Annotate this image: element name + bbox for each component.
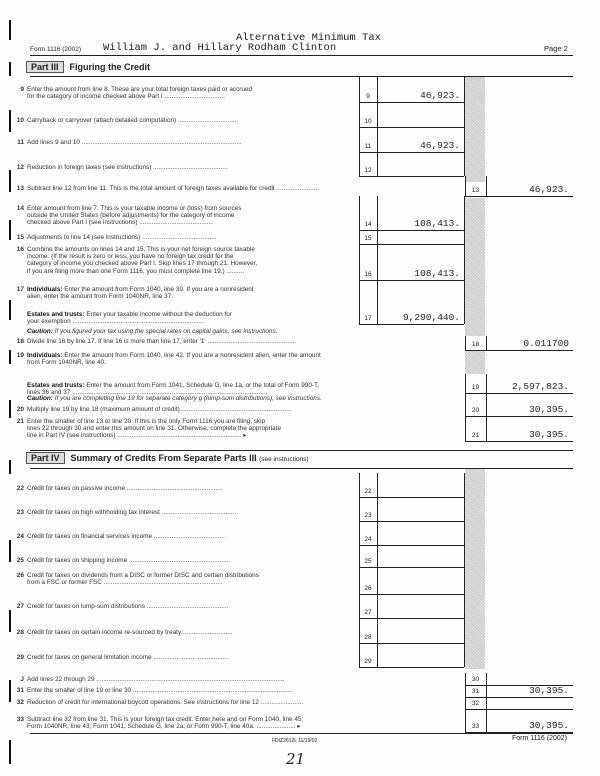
box-border <box>465 393 573 394</box>
line-number: 16 <box>16 246 24 253</box>
box-border <box>465 350 573 351</box>
handwritten-page-number: 21 <box>286 750 306 768</box>
part-iv-header <box>26 452 309 464</box>
scan-mark <box>9 460 11 474</box>
line-box-label: 28 <box>364 634 372 641</box>
box-border <box>464 473 465 497</box>
line-description: Reduction of credit for international boycott operations. See instructions for line 12 ........................ <box>27 699 304 706</box>
box-border <box>464 77 465 102</box>
line-box-label: 23 <box>364 512 372 519</box>
form-id: Form 1116 (2002) <box>30 46 82 53</box>
box-border <box>464 280 465 324</box>
line-number: 9 <box>20 86 24 93</box>
line-number: 18 <box>16 338 24 345</box>
box-border <box>359 643 464 644</box>
box-border <box>464 152 465 176</box>
line-description: Credit for taxes on certain income re-sourced by treaty ............................ <box>27 629 233 636</box>
box-border <box>464 230 465 244</box>
line-box-label: 18 <box>471 341 480 348</box>
box-border <box>359 230 464 231</box>
taxpayer-name: William J. and Hillary Rodham Clinton <box>103 42 337 54</box>
form-subtitle: Alternative Minimum Tax <box>236 32 381 44</box>
line-lead: Individuals: <box>27 352 63 359</box>
line-number: 13 <box>16 185 24 192</box>
line-number: J <box>20 676 24 683</box>
box-border <box>464 102 465 127</box>
scan-mark <box>9 62 11 76</box>
box-border <box>359 152 464 153</box>
line-lead: Individuals: <box>27 286 63 293</box>
divider <box>30 450 573 451</box>
line-number: 24 <box>16 533 24 540</box>
part-iii-header <box>26 61 150 73</box>
line-number: 21 <box>16 418 24 425</box>
line-amount: 46,923. <box>420 90 460 101</box>
divider <box>30 733 573 734</box>
box-border <box>486 697 487 709</box>
line-description: Estates and trusts: Enter your taxable income without the deduction for your exemption .......................................................................... <box>27 311 232 326</box>
line-number: 20 <box>16 406 24 413</box>
divider <box>30 76 573 77</box>
line-number: 23 <box>16 509 24 516</box>
box-border <box>377 545 378 567</box>
line-number: 31 <box>16 687 24 694</box>
box-border <box>465 732 573 733</box>
box-border <box>464 594 465 618</box>
footer-code: FDIZ2612L 11/19/02 <box>272 738 318 744</box>
scan-mark <box>9 300 11 320</box>
box-border <box>359 244 464 245</box>
line-lead: Caution: <box>27 395 53 402</box>
box-border <box>359 567 464 568</box>
line-description: Enter the smaller of line 19 or line 30 .......................................................................................... <box>27 687 293 694</box>
box-border <box>464 618 465 643</box>
box-border <box>359 594 464 595</box>
line-description: Credit for taxes on passive income ...................................................... <box>27 485 223 492</box>
line-box-label: 21 <box>471 432 480 439</box>
line-box-label: 22 <box>364 488 372 495</box>
box-border <box>464 196 465 230</box>
shaded-column <box>465 77 485 182</box>
line-box-label: 26 <box>364 585 372 592</box>
line-amount: 30,395. <box>529 404 569 415</box>
line-amount: 2,597,823. <box>511 381 569 392</box>
box-border <box>359 618 464 619</box>
line-description: Add lines 9 and 10 .......................................................................................... <box>27 139 242 146</box>
line-description: Add lines 22 through 29 .......................................................................................................... <box>27 676 285 683</box>
divider <box>30 55 573 56</box>
line-description: Caution: If you figured your tax using the special rates on capital gains, see instructions. <box>27 328 278 335</box>
box-border <box>377 102 378 127</box>
line-box-label: 31 <box>471 688 480 695</box>
box-border <box>359 102 464 103</box>
part-iv-note: (see instructions) <box>259 456 309 463</box>
box-border <box>486 673 487 685</box>
part-iv-title: Summary of Credits From Separate Parts III <box>70 453 257 463</box>
line-description: Enter amount from line 7. This is your taxable income or (loss) from sources outside the United States (before adjustments) for the category of income checked above Part I (see instructions) ......................................... <box>27 205 242 227</box>
line-description: Reduction in foreign taxes (see instructions) .......................................... <box>27 164 228 171</box>
box-border <box>359 497 464 498</box>
line-amount: 46,923. <box>420 140 460 151</box>
line-description: Multiply line 19 by line 18 (maximum amount of credit) .............................................................. <box>27 406 292 413</box>
line-description: Credit for taxes on general limitation income .......................................... <box>27 654 229 661</box>
box-border <box>359 324 464 325</box>
line-description: Individuals: Enter the amount from Form 1040, line 39. If you are a nonresident alien, enter the amount from Form 1040NR, line 37. <box>27 286 254 301</box>
line-description: Individuals: Enter the amount from Form 1040, line 42. If you are a nonresident alien, enter the amount from Form 1040NR, line 40. <box>27 352 321 367</box>
box-border <box>464 545 465 567</box>
line-lead: Estates and trusts: <box>27 311 85 318</box>
line-number: 28 <box>16 629 24 636</box>
line-box-label: 14 <box>364 221 372 228</box>
line-description: Combine the amounts on lines 14 and 15. This is your net foreign source taxable income. (If the result is zero or less, you have no foreign tax credit for the category of income you checked above Part I. Skip lines 17 through 21. However, if you are filing more than one Form 1116, you must complete line 19.) .......... <box>27 246 258 275</box>
line-box-label: 27 <box>364 609 372 616</box>
line-number: 27 <box>16 603 24 610</box>
box-border <box>464 567 465 594</box>
line-number: 11 <box>17 139 24 146</box>
box-border <box>359 176 464 177</box>
box-border <box>377 152 378 176</box>
scan-mark <box>9 20 11 40</box>
line-description: Caution: If you are completing line 19 for separate category g (lump-sum distributions), see instructions. <box>27 395 322 402</box>
box-border <box>377 643 378 667</box>
line-number: 25 <box>16 557 24 564</box>
box-border <box>464 244 465 280</box>
line-description: Credit for taxes on lump-sum distributions .............................................. <box>27 603 229 610</box>
line-description: Credit for taxes on high withholding tax interest ........................................... <box>27 509 238 516</box>
line-amount: 46,923. <box>529 184 569 195</box>
box-border <box>377 473 378 497</box>
line-box-label: 19 <box>471 384 480 391</box>
line-lead: Estates and trusts: <box>27 382 85 389</box>
shaded-column <box>465 198 485 336</box>
line-box-label: 10 <box>364 118 372 125</box>
box-border <box>377 497 378 521</box>
line-box-label: 25 <box>364 558 372 565</box>
line-box-label: 12 <box>364 167 372 174</box>
box-border <box>465 441 573 442</box>
line-box-label: 20 <box>471 407 480 414</box>
shaded-column <box>465 469 485 669</box>
line-number: 19 <box>16 352 24 359</box>
line-box-label: 9 <box>366 93 370 100</box>
line-description: Subtract line 32 from line 31. This is your foreign tax credit. Enter here and on Form 1040, line 45; Form 1040NR, line 43; Form 1041, Schedule G, line 2a; or Form 990-T, line 40a. ...................... ▸ <box>27 716 304 731</box>
box-border <box>359 667 464 668</box>
line-description: Subtract line 12 from line 11. This is the total amount of foreign taxes available for credit ........................ <box>27 185 320 192</box>
line-number: 17 <box>16 286 24 293</box>
box-border <box>359 127 464 128</box>
line-description: Enter the amount from line 8. These are your total foreign taxes paid or accrued for the category of income checked above Part I .................................. <box>27 86 253 101</box>
line-number: 22 <box>16 485 24 492</box>
line-amount: 30,395. <box>529 429 569 440</box>
line-number: 29 <box>16 654 24 661</box>
line-number: 26 <box>16 572 24 579</box>
box-border <box>465 697 573 698</box>
line-number: 14 <box>16 205 24 212</box>
box-border <box>464 127 465 152</box>
line-description: Credit for taxes on dividends from a DISC or former DISC and certain distributions from a FSC or former FSC ................................................................... <box>27 572 259 587</box>
line-number: 12 <box>16 164 24 171</box>
line-box-label: 29 <box>364 658 372 665</box>
box-border <box>377 618 378 643</box>
divider <box>30 468 573 469</box>
line-amount: 30,395. <box>529 720 569 731</box>
line-description: Divide line 16 by line 17. If line 16 is more than line 17, enter '1' .................................................. <box>27 338 297 345</box>
line-box-label: 13 <box>471 187 480 194</box>
line-number: 32 <box>16 699 24 706</box>
line-box-label: 24 <box>364 536 372 543</box>
line-box-label: 16 <box>364 271 372 278</box>
box-border <box>465 416 573 417</box>
part-iii-title: Figuring the Credit <box>69 62 151 72</box>
line-amount: 108,413. <box>414 268 460 279</box>
box-border <box>464 497 465 521</box>
line-description: Enter the smaller of line 13 or line 20. If this is the only Form 1116 you are filing, skip lines 22 through 30 and enter this amount on line 31. Otherwise, complete the appropriate line in Part IV (see instructions) ...................................................................... ▸ <box>27 418 282 440</box>
box-border <box>465 196 573 197</box>
line-box-label: 33 <box>471 723 480 730</box>
line-description: Carryback or carryover (attach detailed computation) .................................. <box>27 117 239 124</box>
line-lead: Caution: <box>27 328 53 335</box>
line-description: Estates and trusts: Enter the amount from Form 1041, Schedule G, line 1a, or the total of Form 990-T, lines 36 and 37 .............................................................................................................. <box>27 382 319 397</box>
shaded-column <box>465 350 485 374</box>
box-border <box>464 521 465 545</box>
line-box-label: 32 <box>471 700 480 707</box>
part-iii-label: Part III <box>26 61 64 73</box>
line-description: Credit for taxes on shipping income ......................................................... <box>27 557 231 564</box>
line-amount: 108,413. <box>414 218 460 229</box>
box-border <box>377 567 378 594</box>
line-number: 15 <box>16 234 24 241</box>
footer-form-id: Form 1116 (2002) <box>512 735 567 742</box>
box-border <box>377 230 378 244</box>
line-description: Adjustments to line 14 (see instructions) .......................................... <box>27 234 217 241</box>
box-border <box>465 709 573 710</box>
box-border <box>359 280 464 281</box>
line-box-label: 15 <box>364 235 372 242</box>
line-number: 10 <box>16 117 24 124</box>
line-amount: 30,395. <box>529 685 569 696</box>
line-amount: 9,290,440. <box>402 312 460 323</box>
line-box-label: 30 <box>471 676 480 683</box>
line-description: Credit for taxes on financial services income ........................................ <box>27 533 225 540</box>
box-border <box>464 643 465 667</box>
box-border <box>377 594 378 618</box>
page-number: Page 2 <box>544 44 568 53</box>
box-border <box>359 521 464 522</box>
line-box-label: 11 <box>364 143 372 150</box>
box-border <box>377 521 378 545</box>
scan-mark <box>9 740 11 764</box>
line-amount: 0.011700 <box>523 338 569 349</box>
part-iv-label: Part IV <box>26 452 65 464</box>
box-border <box>359 545 464 546</box>
line-number: 33 <box>16 716 24 723</box>
line-box-label: 17 <box>364 315 372 322</box>
